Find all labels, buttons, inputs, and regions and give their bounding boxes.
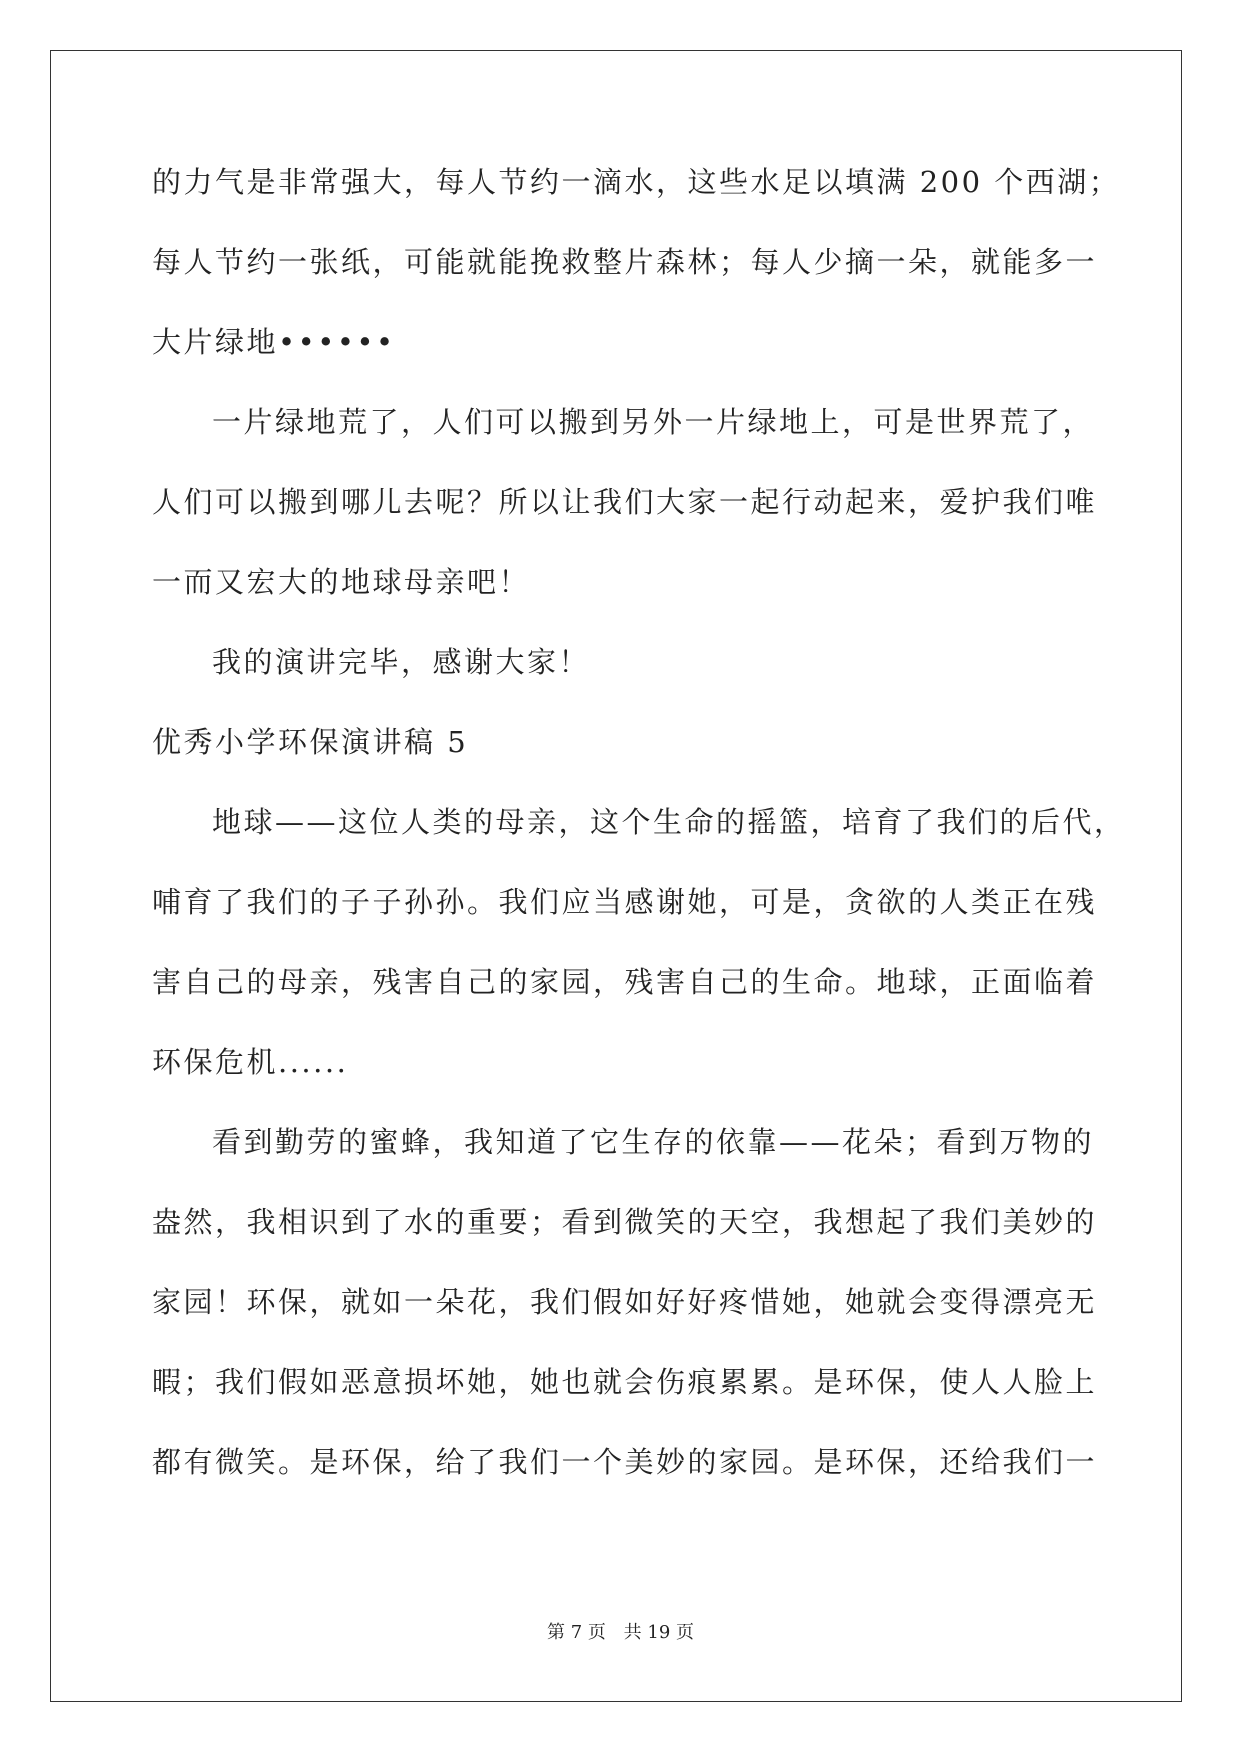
text-line: 看到勤劳的蜜蜂，我知道了它生存的依靠——花朵；看到万物的: [212, 1125, 1095, 1159]
text-line: 都有微笑。是环保，给了我们一个美妙的家园。是环保，还给我们一: [152, 1445, 1098, 1479]
text-line: 家园！环保，就如一朵花，我们假如好好疼惜她，她就会变得漂亮无: [152, 1285, 1098, 1319]
text-line: 暇；我们假如恶意损坏她，她也就会伤痕累累。是环保，使人人脸上: [152, 1365, 1098, 1399]
text-line: 哺育了我们的子子孙孙。我们应当感谢她，可是，贪欲的人类正在残: [152, 885, 1098, 919]
text-line: 一而又宏大的地球母亲吧！: [152, 565, 531, 599]
text-line: 一片绿地荒了，人们可以搬到另外一片绿地上，可是世界荒了，: [212, 405, 1095, 439]
document-body: [152, 162, 1126, 1522]
section-heading: 优秀小学环保演讲稿 5: [152, 725, 469, 759]
text-line: 害自己的母亲，残害自己的家园，残害自己的生命。地球，正面临着: [152, 965, 1098, 999]
text-line: 地球——这位人类的母亲，这个生命的摇篮，培育了我们的后代，: [212, 805, 1126, 839]
text-line: 人们可以搬到哪儿去呢？所以让我们大家一起行动起来，爱护我们唯: [152, 485, 1098, 519]
text-line: 的力气是非常强大，每人节约一滴水，这些水足以填满 200 个西湖；: [152, 165, 1121, 199]
page-number: 第 7 页: [547, 1622, 606, 1643]
page-footer: [0, 1618, 1241, 1644]
page-total: 共 19 页: [623, 1622, 694, 1643]
text-line: 环保危机......: [152, 1045, 349, 1079]
text-line: 盎然，我相识到了水的重要；看到微笑的天空，我想起了我们美妙的: [152, 1205, 1098, 1239]
text-line: 大片绿地••••••: [152, 325, 396, 359]
text-line: 每人节约一张纸，可能就能挽救整片森林；每人少摘一朵，就能多一: [152, 245, 1098, 279]
text-line: 我的演讲完毕，感谢大家！: [212, 645, 591, 679]
